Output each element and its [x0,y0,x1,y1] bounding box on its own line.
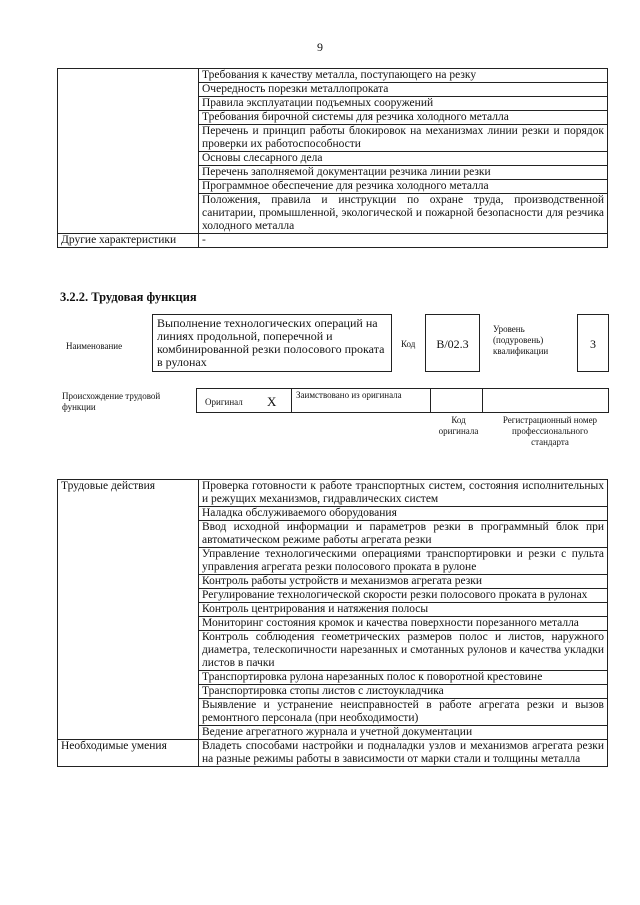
original-label: Оригинал [205,397,243,407]
code-box [425,314,480,372]
knowledge-item: Требования к качеству металла, поступающего на резку [199,69,608,83]
skills-label: Необходимые умения [58,740,199,767]
code-value: B/02.3 [436,337,469,351]
other-label: Другие характеристики [58,234,199,248]
actions-label: Трудовые действия [58,480,199,740]
knowledge-item: Очередность порезки металлопроката [199,83,608,97]
table-row [58,740,608,767]
knowledge-item: Перечень и принцип работы блокировок на механизмах линии резки и порядок проверки их работоспособности [199,125,608,152]
section-title: 3.2.2. Трудовая функция [60,290,197,304]
action-item: Наладка обслуживаемого оборудования [199,507,608,521]
function-name: Выполнение технологических операций на линиях продольной, поперечной и комбинированной резки полосового проката в рулонах [157,316,385,369]
level-label: Уровень (подуровень) квалификации [493,324,549,356]
action-item: Транспортировка рулона нарезанных полос к поворотной крестовине [199,671,608,685]
action-item: Проверка готовности к работе транспортных систем, состояния исполнительных и режущих механизмов, гидравлических систем [199,480,608,507]
skill-item: Владеть способами настройки и подналадки узлов и механизмов агрегата резки на разные режимы работы в зависимости от марки стали и толщины металла [199,740,608,767]
action-item: Выявление и устранение неисправностей в работе агрегата резки и вызов ремонтного персонала (при необходимости) [199,699,608,726]
knowledge-item: Требования бирочной системы для резчика холодного металла [199,111,608,125]
borrowed-cell [291,388,431,413]
knowledge-label-cell [58,69,199,234]
labor-actions-table [57,479,608,767]
code-label: Код [401,339,416,349]
table-row [58,69,608,83]
action-item: Управление технологическими операциями транспортировки и резки с пульта управления агрегата резки полосового проката в рулоне [199,548,608,575]
action-item: Регулирование технологической скорости резки полосового проката в рулонах [199,589,608,603]
action-item: Ведение агрегатного журнала и учетной документации [199,726,608,740]
action-item: Мониторинг состояния кромок и качества поверхности порезанного металла [199,617,608,631]
original-cell [196,388,292,413]
table-row [58,480,608,507]
knowledge-item: Правила эксплуатации подъемных сооружений [199,97,608,111]
action-item: Транспортировка стопы листов с листоукладчика [199,685,608,699]
knowledge-table [57,68,608,248]
reg-number-label: Регистрационный номер профессионального стандарта [502,415,598,447]
other-value: - [199,234,608,248]
origin-row [196,388,609,413]
knowledge-item: Программное обеспечение для резчика холодного металла [199,180,608,194]
borrowed-label: Заимствовано из оригинала [296,390,402,400]
page-number: 9 [317,40,323,54]
action-item: Контроль соблюдения геометрических размеров полос и листов, наружного диаметра, телескопичности нарезанных и смотанных рулонов и качества укладки листов в пачки [199,631,608,671]
knowledge-item: Положения, правила и инструкции по охране труда, производственной санитарии, промышленной, экологической и пожарной безопасности для резчика холодного металла [199,194,608,234]
name-label: Наименование [66,341,123,351]
knowledge-item: Основы слесарного дела [199,152,608,166]
action-item: Контроль центрирования и натяжения полосы [199,603,608,617]
level-value: 3 [590,337,596,351]
reg-number-cell [482,388,609,413]
table-row [58,234,608,248]
code-original-label: Код оригинала [438,415,479,436]
code-original-cell [430,388,483,413]
origin-label: Происхождение трудовой функции [62,391,161,412]
action-item: Ввод исходной информации и параметров резки в программный блок при автоматическом режиме работы агрегата резки [199,521,608,548]
function-name-box [152,314,392,372]
original-mark: X [267,394,277,409]
knowledge-item: Перечень заполняемой документации резчика линии резки [199,166,608,180]
action-item: Контроль работы устройств и механизмов агрегата резки [199,575,608,589]
level-box [577,314,609,372]
